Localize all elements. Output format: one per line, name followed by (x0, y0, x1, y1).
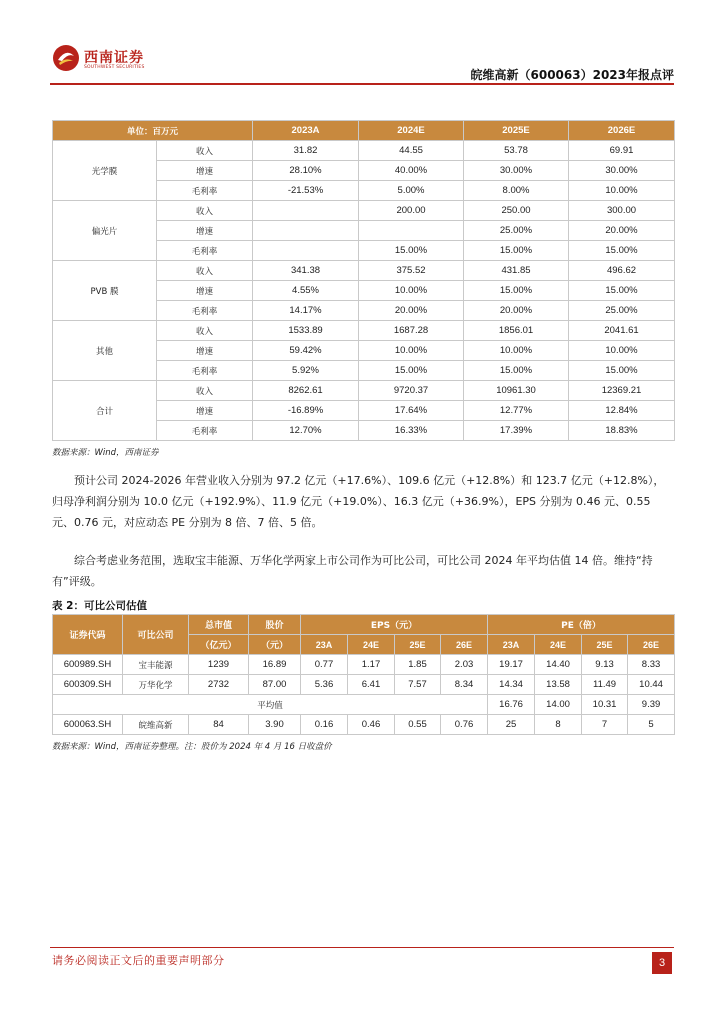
pe-cell: 9.39 (628, 695, 675, 715)
table-row (53, 655, 675, 675)
eps-cell: 7.57 (395, 675, 441, 695)
value-cell: 12.77% (464, 401, 569, 421)
value-cell (253, 201, 359, 221)
table-row (53, 201, 675, 221)
value-cell: 250.00 (464, 201, 569, 221)
value-cell: 5.00% (359, 181, 464, 201)
forecast-paragraph: 预计公司 2024-2026 年营业收入分别为 97.2 亿元（+17.6%）、109.6 亿元（+12.8%）和 123.7 亿元（+12.8%），归母净利润分别为 10.0 亿元（+192.9%）、11.9 亿元（+19.0%）、16.3 亿元（+36.9%），EPS 分别为 0.46 元、0.55 元、0.76 元，对应动态 PE 分别为 8 倍、7 倍、5 倍。 (52, 474, 665, 529)
value-cell (359, 221, 464, 241)
segment-table-source: 数据来源：Wind，西南证券 (52, 448, 159, 458)
eps-cell: 5.36 (301, 675, 348, 695)
value-cell: 341.38 (253, 261, 359, 281)
value-cell: 15.00% (569, 281, 675, 301)
unit-header: 单位：百万元 (53, 121, 253, 141)
value-cell: 10.00% (569, 341, 675, 361)
value-cell: 12.84% (569, 401, 675, 421)
metric-label: 增速 (157, 281, 253, 301)
value-cell: 12369.21 (569, 381, 675, 401)
value-cell: 8.00% (464, 181, 569, 201)
metric-label: 收入 (157, 201, 253, 221)
eps-cell: 2.03 (441, 655, 488, 675)
value-cell: 5.92% (253, 361, 359, 381)
code-cell: 600989.SH (53, 655, 123, 675)
metric-label: 收入 (157, 381, 253, 401)
eps-cell: 1.85 (395, 655, 441, 675)
metric-label: 毛利率 (157, 181, 253, 201)
eps-cell: 8.34 (441, 675, 488, 695)
value-cell: 44.55 (359, 141, 464, 161)
pe-year: 26E (628, 635, 675, 655)
pe-cell: 8 (535, 715, 582, 735)
value-cell: 28.10% (253, 161, 359, 181)
pe-cell: 14.00 (535, 695, 582, 715)
company-logo (52, 44, 162, 74)
value-cell: 17.39% (464, 421, 569, 441)
pe-header: PE（倍） (488, 615, 675, 635)
footer-divider (50, 947, 674, 948)
eps-header: EPS（元） (301, 615, 488, 635)
valuation-paragraph: 综合考虑业务范围，选取宝丰能源、万华化学两家上市公司作为可比公司，可比公司 2024 年平均估值 14 倍。维持“持有”评级。 (52, 554, 653, 588)
price-cell: 16.89 (249, 655, 301, 675)
value-cell (253, 241, 359, 261)
pe-cell: 13.58 (535, 675, 582, 695)
value-cell: 30.00% (569, 161, 675, 181)
table-header-row (53, 121, 675, 141)
year-header: 2023A (253, 121, 359, 141)
year-header: 2026E (569, 121, 675, 141)
metric-label: 毛利率 (157, 421, 253, 441)
pe-year: 24E (535, 635, 582, 655)
logo-text-en: SOUTHWEST SECURITIES (84, 65, 145, 70)
pe-cell: 14.40 (535, 655, 582, 675)
value-cell: 496.62 (569, 261, 675, 281)
pe-cell: 25 (488, 715, 535, 735)
value-cell (253, 221, 359, 241)
pe-cell: 11.49 (582, 675, 628, 695)
company-cell: 万华化学 (123, 675, 189, 695)
table-row (53, 141, 675, 161)
value-cell: 10.00% (464, 341, 569, 361)
value-cell: 53.78 (464, 141, 569, 161)
year-header: 2024E (359, 121, 464, 141)
table-header-row (53, 615, 675, 635)
pe-cell: 5 (628, 715, 675, 735)
eps-cell: 0.16 (301, 715, 348, 735)
comp-table-source: 数据来源：Wind，西南证券整理。注：股价为 2024 年 4 月 16 日收盘价 (52, 742, 332, 752)
table-row (53, 381, 675, 401)
value-cell: 31.82 (253, 141, 359, 161)
pe-cell: 9.13 (582, 655, 628, 675)
page-number: 3 (652, 952, 672, 974)
value-cell: 200.00 (359, 201, 464, 221)
metric-label: 毛利率 (157, 301, 253, 321)
eps-cell: 0.77 (301, 655, 348, 675)
value-cell: 10961.30 (464, 381, 569, 401)
value-cell: 15.00% (359, 241, 464, 261)
eps-year: 26E (441, 635, 488, 655)
segment-name: 光学膜 (53, 141, 157, 201)
value-cell: 20.00% (359, 301, 464, 321)
value-cell: 15.00% (569, 361, 675, 381)
value-cell: 30.00% (464, 161, 569, 181)
code-cell: 600063.SH (53, 715, 123, 735)
value-cell: 10.00% (359, 281, 464, 301)
pe-cell: 16.76 (488, 695, 535, 715)
value-cell: 15.00% (569, 241, 675, 261)
price-cell: 87.00 (249, 675, 301, 695)
value-cell: 1687.28 (359, 321, 464, 341)
value-cell: 25.00% (464, 221, 569, 241)
company-cell: 皖维高新 (123, 715, 189, 735)
mktcap-header: 总市值 (189, 615, 249, 635)
value-cell: 20.00% (464, 301, 569, 321)
value-cell: -16.89% (253, 401, 359, 421)
eps-year: 23A (301, 635, 348, 655)
pe-cell: 14.34 (488, 675, 535, 695)
table-row (53, 261, 675, 281)
value-cell: 1856.01 (464, 321, 569, 341)
code-header: 证券代码 (53, 615, 123, 655)
value-cell: 15.00% (464, 241, 569, 261)
metric-label: 收入 (157, 141, 253, 161)
pe-cell: 10.31 (582, 695, 628, 715)
eps-cell: 6.41 (348, 675, 395, 695)
metric-label: 毛利率 (157, 241, 253, 261)
metric-label: 毛利率 (157, 361, 253, 381)
metric-label: 增速 (157, 161, 253, 181)
value-cell: 17.64% (359, 401, 464, 421)
value-cell: 40.00% (359, 161, 464, 181)
value-cell: 15.00% (464, 281, 569, 301)
metric-label: 增速 (157, 221, 253, 241)
metric-label: 增速 (157, 341, 253, 361)
metric-label: 增速 (157, 401, 253, 421)
average-row (53, 695, 675, 715)
pe-year: 25E (582, 635, 628, 655)
value-cell: 431.85 (464, 261, 569, 281)
value-cell: 18.83% (569, 421, 675, 441)
value-cell: -21.53% (253, 181, 359, 201)
value-cell: 15.00% (359, 361, 464, 381)
price-cell: 3.90 (249, 715, 301, 735)
value-cell: 2041.61 (569, 321, 675, 341)
table-row (53, 675, 675, 695)
mktcap-unit: （亿元） (189, 635, 249, 655)
value-cell: 25.00% (569, 301, 675, 321)
pe-cell: 7 (582, 715, 628, 735)
pe-cell: 19.17 (488, 655, 535, 675)
footer-disclaimer: 请务必阅读正文后的重要声明部分 (52, 954, 225, 967)
eps-cell: 0.55 (395, 715, 441, 735)
value-cell: 10.00% (359, 341, 464, 361)
logo-text-cn: 西南证券 (84, 50, 144, 66)
segment-name: 其他 (53, 321, 157, 381)
pe-cell: 8.33 (628, 655, 675, 675)
table-row (53, 321, 675, 341)
pe-cell: 10.44 (628, 675, 675, 695)
mktcap-cell: 84 (189, 715, 249, 735)
average-label: 平均值 (53, 695, 488, 715)
value-cell: 69.91 (569, 141, 675, 161)
pe-year: 23A (488, 635, 535, 655)
metric-label: 收入 (157, 261, 253, 281)
segment-name: 合计 (53, 381, 157, 441)
value-cell: 8262.61 (253, 381, 359, 401)
value-cell: 16.33% (359, 421, 464, 441)
value-cell: 1533.89 (253, 321, 359, 341)
eps-cell: 0.76 (441, 715, 488, 735)
year-header: 2025E (464, 121, 569, 141)
price-header: 股价 (249, 615, 301, 635)
eps-year: 25E (395, 635, 441, 655)
eps-cell: 0.46 (348, 715, 395, 735)
header-divider (50, 83, 674, 85)
value-cell: 300.00 (569, 201, 675, 221)
segment-forecast-table (52, 120, 675, 441)
value-cell: 20.00% (569, 221, 675, 241)
value-cell: 15.00% (464, 361, 569, 381)
segment-name: PVB 膜 (53, 261, 157, 321)
table-caption: 表 2：可比公司估值 (52, 600, 147, 612)
mktcap-cell: 1239 (189, 655, 249, 675)
comparable-valuation-table (52, 614, 675, 735)
eps-cell: 1.17 (348, 655, 395, 675)
company-cell: 宝丰能源 (123, 655, 189, 675)
price-unit: （元） (249, 635, 301, 655)
mktcap-cell: 2732 (189, 675, 249, 695)
value-cell: 14.17% (253, 301, 359, 321)
eps-year: 24E (348, 635, 395, 655)
value-cell: 9720.37 (359, 381, 464, 401)
metric-label: 收入 (157, 321, 253, 341)
report-title: 皖维高新（600063）2023年报点评 (470, 68, 674, 82)
company-header: 可比公司 (123, 615, 189, 655)
table-row (53, 715, 675, 735)
logo-mark-icon (52, 44, 80, 72)
value-cell: 12.70% (253, 421, 359, 441)
value-cell: 375.52 (359, 261, 464, 281)
segment-name: 偏光片 (53, 201, 157, 261)
code-cell: 600309.SH (53, 675, 123, 695)
value-cell: 59.42% (253, 341, 359, 361)
value-cell: 10.00% (569, 181, 675, 201)
value-cell: 4.55% (253, 281, 359, 301)
